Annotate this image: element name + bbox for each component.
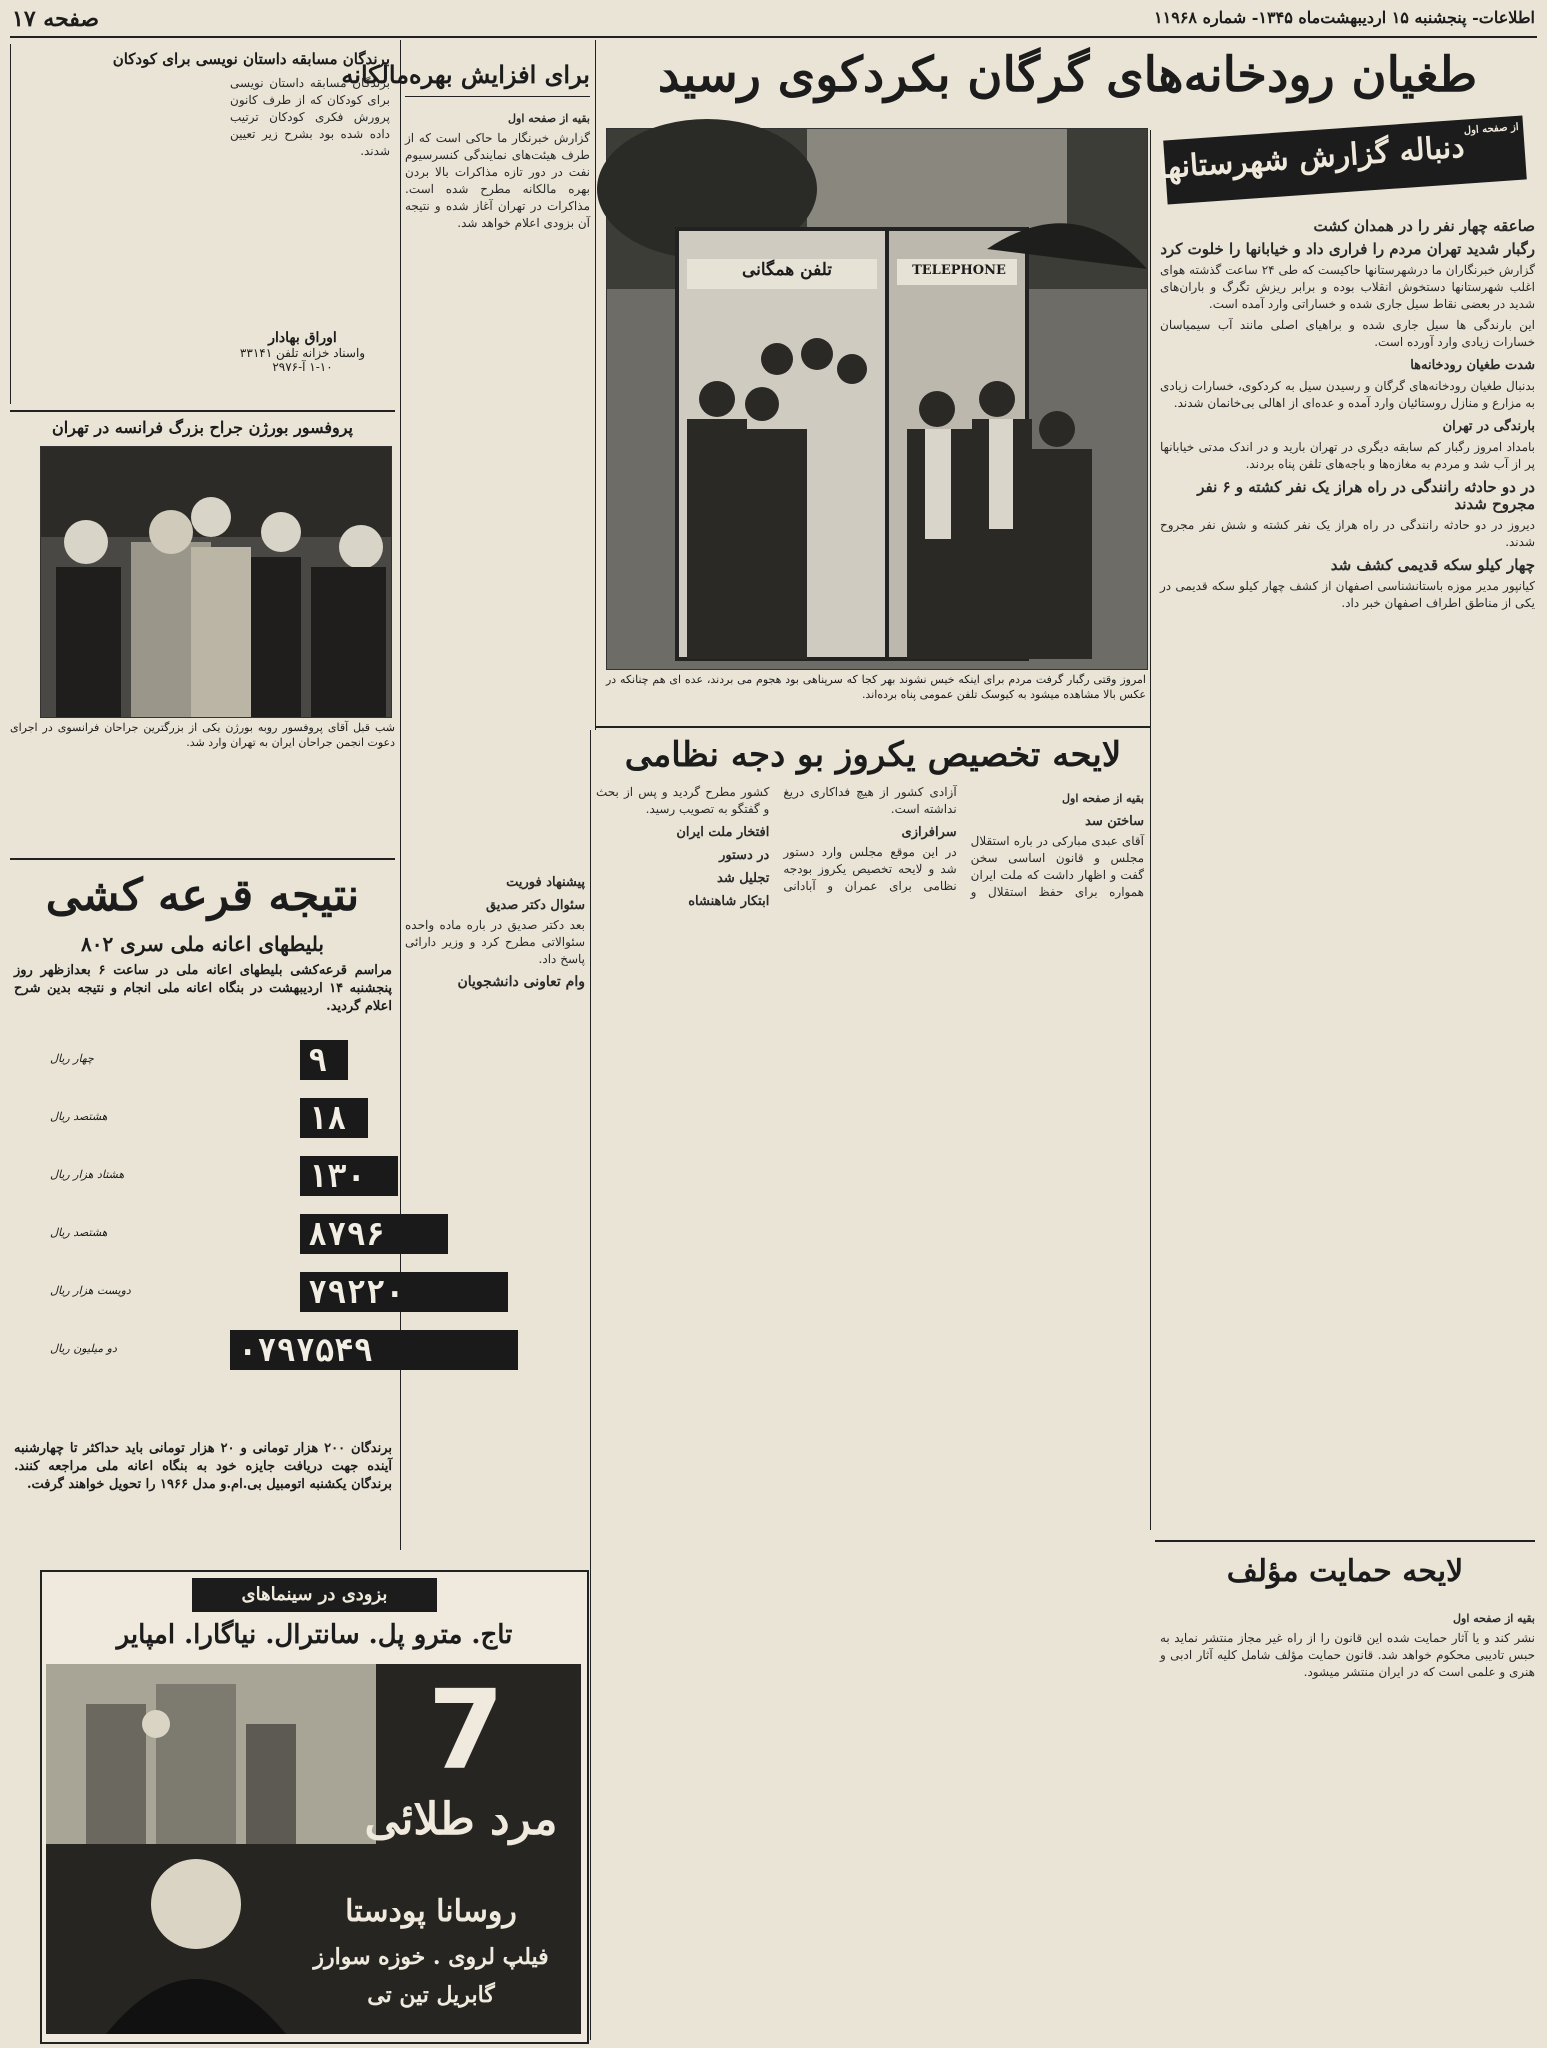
surgeon-headline: پروفسور بورژن جراح بزرگ فرانسه در تهران <box>51 418 353 437</box>
lottery-headline: نتیجه قرعه کشی <box>45 870 360 921</box>
lottery-intro: مراسم قرعه‌کشی بلیطهای اعانه ملی در ساعت ۶ بعدازظهر روز پنجشنبه ۱۴ اردیبهشت در بنگاه اعانه ملی انجام و نتیجه بدین شرح اعلام گردید. <box>14 963 393 1014</box>
cinema-ad <box>40 1570 589 2044</box>
col-rule-5 <box>400 860 401 1550</box>
military-left-column <box>405 868 585 1568</box>
lead-subhead-2: رگبار شدید تهران مردم را فراری داد و خیابانها را خلوت کرد <box>1160 240 1535 258</box>
author-body <box>1160 1604 1535 2034</box>
cinema-theaters: تاج. مترو پل. سانترال. نیاگارا. امپایر <box>116 1620 513 1650</box>
profit-continued: بقیه از صفحه اول <box>508 112 590 125</box>
military-body <box>596 784 1144 2034</box>
phonebooth-illustration <box>607 129 1147 669</box>
section-banner-small: از صفحه اول <box>1463 121 1519 137</box>
military-sub-suggest: پیشنهاد فوریت <box>506 875 585 890</box>
masthead-rule <box>10 36 1537 38</box>
lead-paragraph-coins: کیانپور مدیر موزه باستانشناسی اصفهان از کشف چهار کیلو سکه قدیمی در یکی از مناطق اطراف اصفهان خبر داد. <box>1160 579 1535 610</box>
section-banner-title: دنباله گزارش شهرستانها <box>1157 129 1466 186</box>
military-text-3: بعد دکتر صدیق در باره ماده واحده سئوالاتی مطرح کرد و وزیر دارائی پاسخ داد. <box>405 918 585 966</box>
lead-subhead-1: صاعقه چهار نفر را در همدان کشت <box>1313 217 1535 235</box>
cinema-number: 7 <box>427 1666 505 1794</box>
bonds-line-1: واسناد خزانه تلفن ۳۳۱۴۱ <box>239 346 366 360</box>
cinema-title: مرد طلائی <box>364 1794 558 1845</box>
lead-subhead-coins: چهار کیلو سکه قدیمی کشف شد <box>1330 556 1535 574</box>
military-sub-1: ساختن سد <box>1085 814 1144 829</box>
cinema-soon: بزودی در سینماهای <box>192 1578 437 1612</box>
cinema-credit: روسانا پودستا <box>345 1894 517 1929</box>
col-rule-3 <box>1150 130 1151 1530</box>
phonebooth-caption: امروز وقتی رگبار گرفت مردم برای اینکه خیس نشوند بهر کجا که سرپناهی بود هجوم می بردند، عده ای هم چنانکه در عکس بالا مشاهده میشود به کیوسک تلفن عمومی پناه برده‌اند. <box>606 673 1146 701</box>
military-rule-top <box>596 726 1150 728</box>
surgeon-photo <box>40 446 392 718</box>
lottery-footer: برندگان ۲۰۰ هزار تومانی و ۲۰ هزار تومانی باید حداکثر تا چهارشنبه آینده جهت دریافت جایزه خود به بنگاه اعانه ملی مراجعه کنند. برندگان یکشنبه اتومبیل بی.ام.و مدل ۱۹۶۶ را تحویل خواهند گرفت. <box>14 1441 392 1492</box>
col-rule-4 <box>590 730 591 2040</box>
lead-subhead-tehran: بارندگی در تهران <box>1442 419 1535 434</box>
lead-subhead-flood: شدت طغیان رودخانه‌ها <box>1410 358 1535 373</box>
military-sub-4: در دستور <box>719 848 770 863</box>
page-number: صفحه ۱۷ <box>12 6 100 32</box>
profit-text: گزارش خبرنگار ما حاکی است که از طرف هیئت‌های نمایندگی کنسرسیوم نفت در دور تازه مذاکرات بالا بردن بهره مالکانه مطرح شده است. مذاکرات در تهران آغاز شده و نتیجه آن بزودی اعلام خواهد شد. <box>405 131 590 230</box>
lead-paragraph-1: گزارش خبرنگاران ما درشهرستانها حاکیست که طی ۲۴ ساعت گذشته هوای اغلب شهرستانها دستخوش انقلاب بوده و برابر ریزش تگرگ و باران‌های شدید در بعضی نقاط سیل جاری شده و خساراتی وارد آمده است. <box>1160 263 1535 311</box>
cinema-poster <box>46 1664 581 2034</box>
author-text: نشر کند و یا آثار حمایت شده این قانون را از راه غیر مجاز منتشر نماید به حبس تادیبی محکوم خواهد شد. قانون حمایت مؤلف شامل کلیه آثار ادبی و هنری و علمی است که در ایران منتشر میشود. <box>1160 1631 1535 1679</box>
phonebooth-photo <box>606 128 1148 670</box>
lottery-label-1: چهار ریال <box>50 1052 94 1065</box>
author-headline: لایحه حمایت مؤلف <box>1226 1554 1464 1589</box>
lottery-number-1: ۹ <box>300 1040 348 1080</box>
lead-paragraph-tehran: بامداد امروز رگبار کم سابقه دیگری در تهران بارید و در اندک مدتی خیابانها پر از آب شد و مردم به مغازه‌ها و باجه‌های تلفن پناه بردند. <box>1160 440 1535 471</box>
issue-line: اطلاعات- پنجشنبه ۱۵ اردیبهشت‌ماه ۱۳۴۵- شماره ۱۱۹۶۸ <box>1154 8 1535 27</box>
surgeon-caption: شب قبل آقای پروفسور روبه بورژن یکی از بزرگترین جراحان فرانسوی در اجرای دعوت انجمن جراحان ایران به تهران وارد شد. <box>10 721 395 749</box>
lottery-number-4: ۸۷۹۶ <box>300 1214 448 1254</box>
military-headline: لایحه تخصیص یکروز بو دجه نظامی <box>624 735 1122 775</box>
bonds-line-2: ۱-۱۰ آ-۲۹۷۶ <box>272 360 333 374</box>
kids-text: برندگان مسابقه داستان نویسی برای کودکان که از طرف کانون پرورش فکری کودکان ترتیب داده شده بود بشرح زیر تعیین شدند. <box>230 76 390 158</box>
profit-body <box>405 104 590 714</box>
col-rule-2 <box>595 40 596 730</box>
military-sub-loan: وام تعاونی دانشجویان <box>457 974 585 990</box>
lottery-number-2: ۱۸ <box>300 1098 368 1138</box>
military-text-1: آقای عبدی مبارکی در باره استقلال مجلس و قانون اساسی سخن گفت و اظهار داشت که ملت ایران همواره برای حفظ استقلال و آزادی کشور از هیچ فداکاری دریغ نداشته است. <box>783 785 1144 899</box>
profit-rule <box>405 96 590 97</box>
lottery-label-2: هشتصد ریال <box>50 1110 108 1123</box>
lottery-label-3: هشتاد هزار ریال <box>50 1168 125 1181</box>
author-continued: بقیه از صفحه اول <box>1453 1612 1535 1625</box>
military-continued: بقیه از صفحه اول <box>1062 792 1144 805</box>
surgeon-rule <box>10 410 395 412</box>
lottery-number-3: ۱۳۰ <box>300 1156 398 1196</box>
military-sub-5: تجلیل شد <box>717 871 770 886</box>
cinema-cast: فیلپ لروی . خوزه سوارز <box>313 1944 549 1970</box>
lottery-label-6: دو میلیون ریال <box>50 1342 117 1355</box>
lottery-number-5: ۷۹۲۲۰ <box>300 1272 508 1312</box>
lottery-label-4: هشتصد ریال <box>50 1226 108 1239</box>
lead-paragraph-2: این بارندگی ها سیل جاری شده و براهیای اصلی مانند آب سیمیاسان خسارات زیادی وارد آورده است. <box>1160 318 1535 349</box>
military-sub-3: افتخار ملت ایران <box>676 825 770 840</box>
lead-paragraph-accident: دیروز در دو حادثه رانندگی در راه هراز یک نفر کشته و شش نفر مجروح شدند. <box>1160 518 1535 549</box>
surgeon-illustration <box>41 447 391 717</box>
lottery-number-6: ۰۷۹۷۵۴۹ <box>230 1330 518 1370</box>
military-sub-2: سرافرازی <box>901 825 957 840</box>
lead-paragraph-flood: بدنبال طغیان رودخانه‌های گرگان و رسیدن سیل به کردکوی، خسارات زیادی به مزارع و منازل روستائیان وارد آمده و عده‌ای از اهالی بی‌خانمان شدند. <box>1160 379 1535 410</box>
booth-sign: تلفن همگانی <box>741 260 833 280</box>
military-sub-6: ابتکار شاهنشاه <box>688 894 770 909</box>
profit-headline: برای افزایش بهره‌مالکانه <box>341 60 590 89</box>
bonds-title: اوراق بهادار <box>268 330 337 346</box>
lead-headline: طغیان رودخانه‌های گرگان بکردکوی رسید <box>657 47 1478 103</box>
military-text-2: در این موقع مجلس وارد دستور شد و لایحه تخصیص یکروز بودجه نظامی برای عمران و آبادانی کشور مطرح گردید و پس از بحث و گفتگو به تصویب رسید. <box>596 785 957 893</box>
author-rule <box>1155 1540 1535 1542</box>
lottery-subtitle: بلیطهای اعانه ملی سری ۸۰۲ <box>80 932 324 956</box>
section-banner <box>1157 116 1527 205</box>
lottery-label-5: دویست هزار ریال <box>50 1284 131 1297</box>
lottery-rule <box>10 858 395 860</box>
lead-column-right <box>1160 212 1535 1522</box>
lead-subhead-accident: در دو حادثه رانندگی در راه هراز یک نفر کشته و ۶ نفر مجروح شدند <box>1197 478 1535 513</box>
military-sub-question: سئوال دکتر صدیق <box>485 898 585 913</box>
kids-headline: برندگان مسابقه داستان نویسی برای کودکان <box>112 50 390 68</box>
booth-sign-latin: TELEPHONE <box>912 263 1006 278</box>
cinema-cast-2: گابریل تین تی <box>367 1982 495 2008</box>
col-rule-1 <box>400 40 401 860</box>
kids-box <box>10 44 396 404</box>
